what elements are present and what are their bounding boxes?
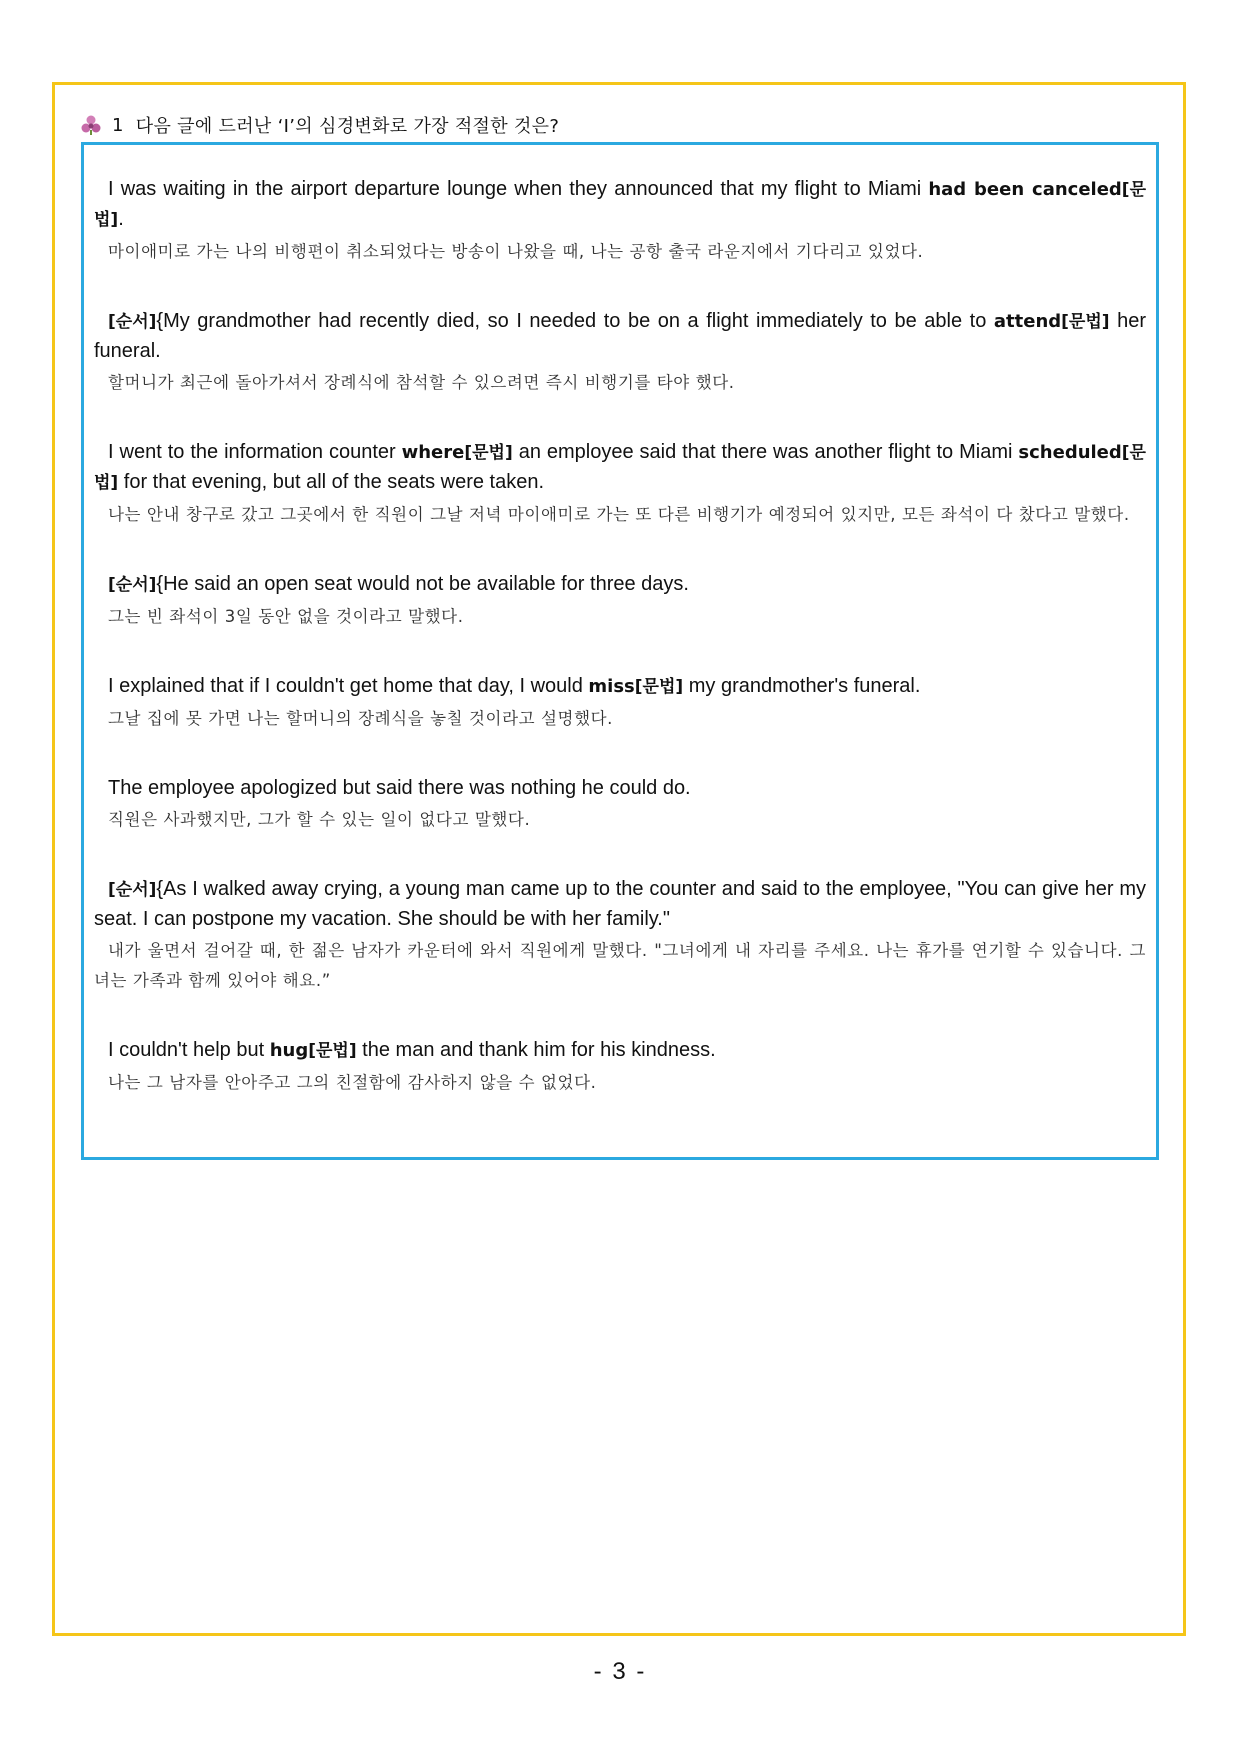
grammar-tag: [문법] bbox=[94, 443, 1146, 493]
english-sentence bbox=[94, 672, 1146, 702]
text-segment: her funeral. bbox=[94, 310, 1146, 362]
page-number: - 3 - bbox=[593, 1658, 647, 1685]
english-sentence bbox=[94, 175, 1146, 235]
english-sentence bbox=[94, 774, 1146, 803]
text-segment: I went to the information counter bbox=[108, 441, 402, 463]
text-segment: . bbox=[118, 208, 124, 230]
text-segment: an employee said that there was another flight to Miami bbox=[512, 441, 1019, 463]
keyword: hug bbox=[269, 1040, 309, 1061]
flower-icon bbox=[80, 114, 102, 136]
keyword: miss bbox=[588, 676, 635, 697]
order-tag: [순서] bbox=[108, 312, 157, 332]
paragraph-1 bbox=[94, 175, 1146, 267]
paragraph-8 bbox=[94, 1036, 1146, 1098]
korean-translation: 나는 그 남자를 안아주고 그의 친절함에 감사하지 않을 수 없었다. bbox=[108, 1073, 597, 1092]
grammar-tag: [문법] bbox=[634, 677, 684, 697]
paragraph-3 bbox=[94, 438, 1146, 530]
text-segment: {As I walked away crying, a young man came up to the counter and said to the employee, "You can give her my seat. I can postpone my vacation. She should be with her family." bbox=[94, 878, 1146, 930]
text-segment: my grandmother's funeral. bbox=[683, 675, 921, 697]
text-segment: {He said an open seat would not be available for three days. bbox=[156, 573, 689, 595]
english-sentence bbox=[94, 438, 1146, 498]
keyword: where bbox=[401, 442, 465, 463]
order-tag: [순서] bbox=[108, 880, 157, 900]
paragraph-4 bbox=[94, 570, 1146, 632]
korean-translation: 나는 안내 창구로 갔고 그곳에서 한 직원이 그날 저녁 마이애미로 가는 또 다른 비행기가 예정되어 있지만, 모든 좌석이 다 찼다고 말했다. bbox=[108, 505, 1130, 524]
korean-translation: 그는 빈 좌석이 3일 동안 없을 것이라고 말했다. bbox=[108, 607, 464, 626]
paragraph-2 bbox=[94, 307, 1146, 398]
order-tag: [순서] bbox=[108, 575, 157, 595]
english-sentence bbox=[94, 875, 1146, 934]
paragraph-7 bbox=[94, 875, 1146, 996]
question-number: 1 bbox=[112, 114, 124, 136]
english-sentence bbox=[94, 307, 1146, 366]
korean-translation: 마이애미로 가는 나의 비행편이 취소되었다는 방송이 나왔을 때, 나는 공항 출국 라운지에서 기다리고 있었다. bbox=[108, 242, 924, 261]
grammar-tag: [문법] bbox=[94, 180, 1146, 230]
paragraph-5 bbox=[94, 672, 1146, 734]
keyword: had been canceled bbox=[928, 179, 1122, 200]
text-segment: for that evening, but all of the seats were taken. bbox=[118, 471, 545, 493]
grammar-tag: [문법] bbox=[464, 443, 513, 463]
grammar-tag: [문법] bbox=[308, 1041, 357, 1061]
text-segment: I was waiting in the airport departure lounge when they announced that my flight to Miami bbox=[108, 178, 929, 200]
english-sentence bbox=[94, 1036, 1146, 1066]
keyword: attend bbox=[993, 311, 1062, 332]
keyword: scheduled bbox=[1018, 442, 1122, 463]
text-segment: The employee apologized but said there was nothing he could do. bbox=[108, 777, 691, 799]
passage-box bbox=[81, 142, 1159, 1160]
text-segment: the man and thank him for his kindness. bbox=[356, 1039, 716, 1061]
text-segment: I couldn't help but bbox=[108, 1039, 270, 1061]
text-segment: {My grandmother had recently died, so I needed to be on a flight immediately to be able to bbox=[156, 310, 994, 332]
text-segment: I explained that if I couldn't get home that day, I would bbox=[108, 675, 589, 697]
english-sentence bbox=[94, 570, 1146, 600]
korean-translation: 그날 집에 못 가면 나는 할머니의 장례식을 놓칠 것이라고 설명했다. bbox=[108, 709, 614, 728]
grammar-tag: [문법] bbox=[1061, 312, 1110, 332]
korean-translation: 내가 울면서 걸어갈 때, 한 젊은 남자가 카운터에 와서 직원에게 말했다. "그녀에게 내 자리를 주세요. 나는 휴가를 연기할 수 있습니다. 그녀는 가족과 함께 있어야 해요.” bbox=[94, 941, 1146, 990]
question-prompt: 다음 글에 드러난 ‘I’의 심경변화로 가장 적절한 것은? bbox=[135, 116, 560, 137]
paragraph-6 bbox=[94, 774, 1146, 835]
question-header bbox=[80, 110, 559, 140]
korean-translation: 할머니가 최근에 돌아가셔서 장례식에 참석할 수 있으려면 즉시 비행기를 타야 했다. bbox=[108, 373, 735, 392]
korean-translation: 직원은 사과했지만, 그가 할 수 있는 일이 없다고 말했다. bbox=[108, 810, 531, 829]
